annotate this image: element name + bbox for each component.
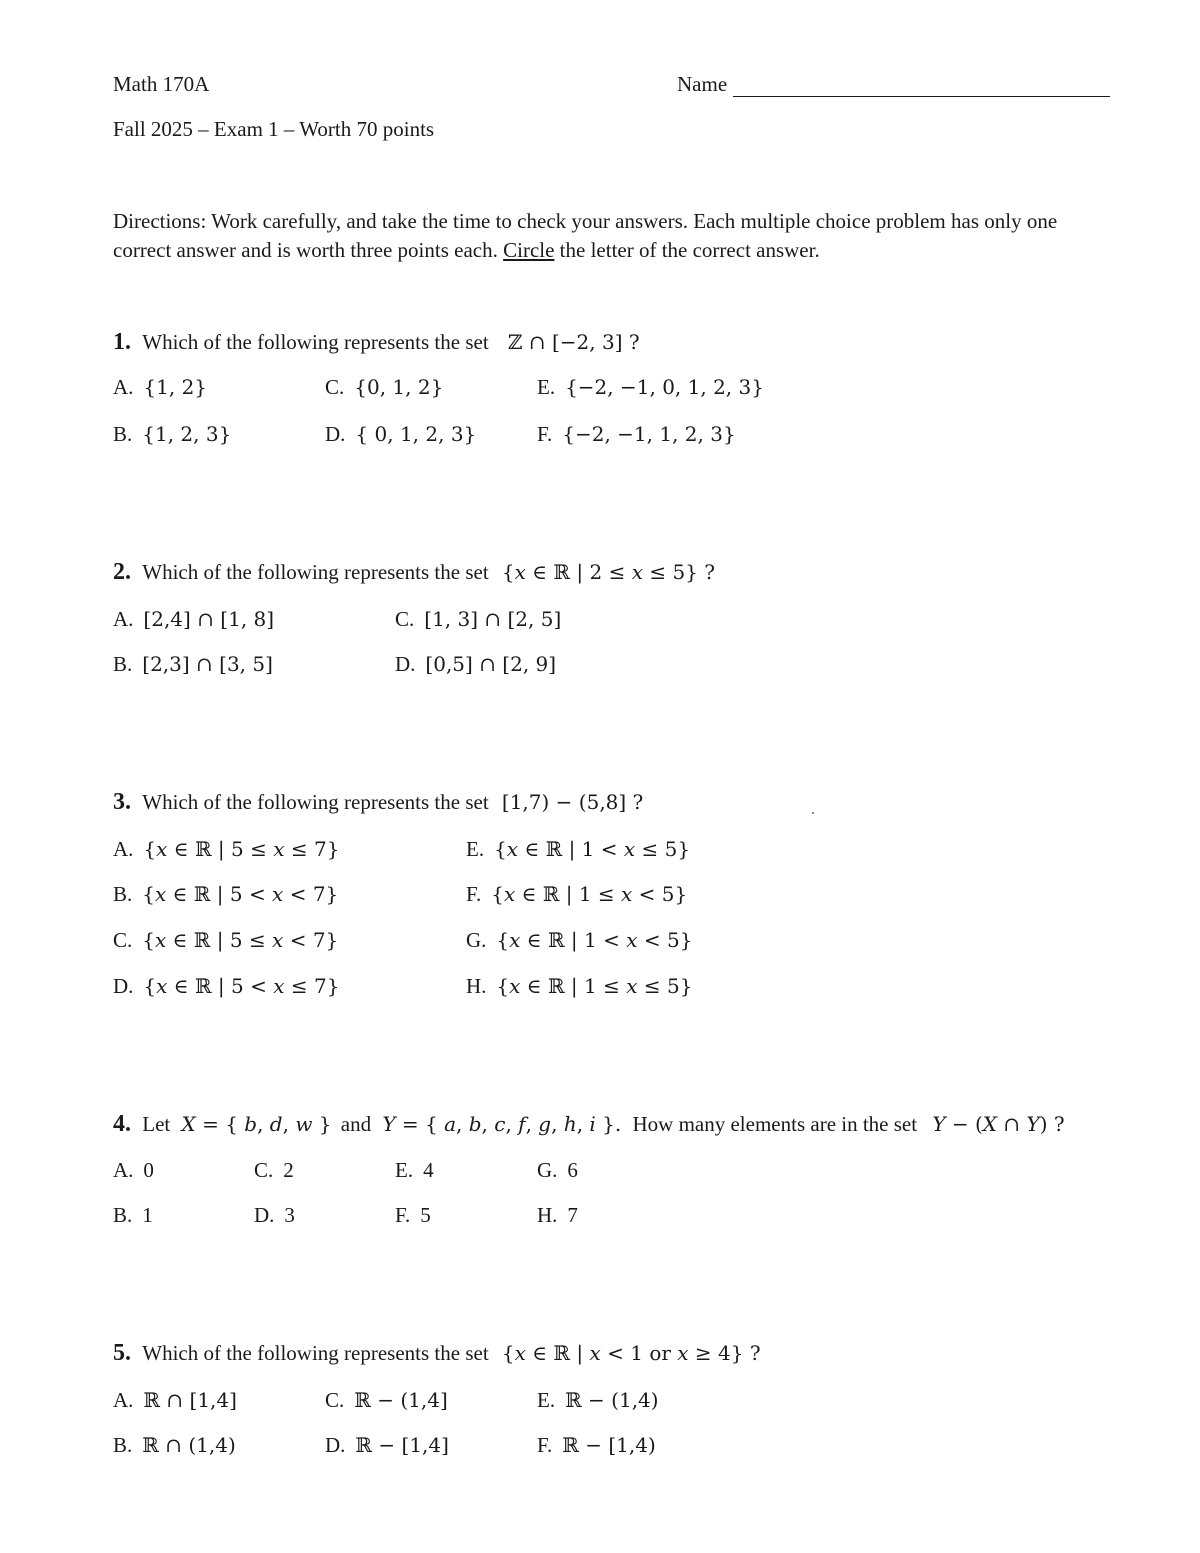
option-value: {𝑥 ∈ ℝ | 1 < 𝑥 ≤ 5} — [494, 837, 691, 861]
question-3 — [113, 789, 643, 816]
question-text-how: How many elements are in the set — [632, 1112, 918, 1136]
option-letter: A. — [113, 1388, 134, 1412]
option-letter: F. — [466, 882, 482, 906]
option-value: ℝ − [1,4] — [355, 1433, 449, 1457]
option-5d[interactable] — [325, 1433, 449, 1458]
option-4b[interactable] — [113, 1203, 153, 1228]
question-1 — [113, 329, 640, 356]
option-5e[interactable] — [537, 1388, 659, 1413]
option-value: ℝ − (1,4) — [565, 1388, 659, 1412]
option-3c[interactable] — [113, 928, 338, 953]
option-letter: A. — [113, 837, 134, 861]
option-value: {𝑥 ∈ ℝ | 5 < 𝑥 ≤ 7} — [143, 974, 340, 998]
option-1b[interactable] — [113, 422, 231, 447]
option-value: {−2, −1, 0, 1, 2, 3} — [565, 375, 764, 399]
option-4h[interactable] — [537, 1203, 578, 1228]
option-letter: D. — [325, 1433, 346, 1457]
option-value: 3 — [284, 1203, 295, 1227]
option-letter: D. — [254, 1203, 275, 1227]
option-letter: C. — [254, 1158, 274, 1182]
option-value: [1, 3] ∩ [2, 5] — [424, 607, 562, 631]
option-2c[interactable] — [395, 607, 561, 632]
directions — [113, 207, 1113, 265]
option-value: 0 — [143, 1158, 154, 1182]
directions-text-1: Directions: Work carefully, and take the time to check your answers. Each multiple choice problem has only one correct answer and is worth three points each. — [113, 209, 1058, 262]
exam-subtitle: Fall 2025 – Exam 1 – Worth 70 points — [113, 117, 435, 141]
option-value: 1 — [142, 1203, 153, 1227]
question-text: Which of the following represents the set — [142, 330, 489, 354]
question-text: Which of the following represents the set — [142, 790, 489, 814]
option-1c[interactable] — [325, 375, 443, 400]
option-letter: H. — [466, 974, 487, 998]
option-value: 2 — [283, 1158, 294, 1182]
option-4a[interactable] — [113, 1158, 154, 1183]
option-4d[interactable] — [254, 1203, 295, 1228]
option-letter: C. — [325, 1388, 345, 1412]
course-title: Math 170A — [113, 72, 210, 96]
question-text: Which of the following represents the set — [142, 1341, 489, 1365]
option-4g[interactable] — [537, 1158, 578, 1183]
question-math: 𝑌 − (𝑋 ∩ 𝑌) ? — [932, 1112, 1065, 1136]
option-value: [2,4] ∩ [1, 8] — [143, 607, 275, 631]
option-letter: D. — [325, 422, 346, 446]
option-value: [0,5] ∩ [2, 9] — [425, 652, 557, 676]
option-value: {𝑥 ∈ ℝ | 5 ≤ 𝑥 ≤ 7} — [143, 837, 340, 861]
option-value: ℝ − [1,4) — [562, 1433, 656, 1457]
option-letter: F. — [537, 1433, 553, 1457]
question-number: 1. — [113, 329, 131, 355]
question-4 — [113, 1111, 1065, 1138]
question-5 — [113, 1340, 761, 1367]
option-value: {1, 2} — [143, 375, 208, 399]
directions-circle-word: Circle — [503, 238, 555, 262]
option-letter: E. — [466, 837, 485, 861]
option-5f[interactable] — [537, 1433, 656, 1458]
option-letter: G. — [537, 1158, 558, 1182]
question-math: [1,7) − (5,8] ? — [501, 790, 644, 814]
option-3f[interactable] — [466, 882, 687, 907]
question-text: Which of the following represents the set — [142, 560, 489, 584]
directions-text-2: the letter of the correct answer. — [554, 238, 820, 262]
option-2a[interactable] — [113, 607, 274, 632]
option-1d[interactable] — [325, 422, 476, 447]
question-text-let: Let — [142, 1112, 171, 1136]
option-value: {1, 2, 3} — [142, 422, 232, 446]
option-letter: A. — [113, 375, 134, 399]
option-letter: B. — [113, 1433, 133, 1457]
option-letter: D. — [113, 974, 134, 998]
option-3a[interactable] — [113, 837, 339, 862]
option-letter: B. — [113, 652, 133, 676]
option-3g[interactable] — [466, 928, 692, 953]
option-letter: A. — [113, 607, 134, 631]
option-letter: B. — [113, 1203, 133, 1227]
option-value: 7 — [567, 1203, 578, 1227]
option-value: {𝑥 ∈ ℝ | 1 ≤ 𝑥 ≤ 5} — [496, 974, 693, 998]
option-value: {𝑥 ∈ ℝ | 1 < 𝑥 < 5} — [496, 928, 693, 952]
option-1a[interactable] — [113, 375, 207, 400]
option-value: 4 — [423, 1158, 434, 1182]
option-value: {0, 1, 2} — [354, 375, 444, 399]
option-letter: G. — [466, 928, 487, 952]
option-letter: B. — [113, 422, 133, 446]
option-value: ℝ − (1,4] — [354, 1388, 448, 1412]
question-math: {𝑥 ∈ ℝ | 2 ≤ 𝑥 ≤ 5} ? — [501, 560, 715, 584]
option-5a[interactable] — [113, 1388, 237, 1413]
option-letter: B. — [113, 882, 133, 906]
option-5c[interactable] — [325, 1388, 448, 1413]
option-5b[interactable] — [113, 1433, 236, 1458]
option-2b[interactable] — [113, 652, 273, 677]
option-value: {𝑥 ∈ ℝ | 5 < 𝑥 < 7} — [142, 882, 339, 906]
question-2 — [113, 559, 715, 586]
option-letter: C. — [113, 928, 133, 952]
option-letter: F. — [395, 1203, 411, 1227]
question-number: 4. — [113, 1111, 131, 1137]
option-3b[interactable] — [113, 882, 338, 907]
question-math: {𝑥 ∈ ℝ | 𝑥 < 1 or 𝑥 ≥ 4} ? — [501, 1341, 761, 1365]
option-3d[interactable] — [113, 974, 339, 999]
option-letter: E. — [395, 1158, 414, 1182]
option-4e[interactable] — [395, 1158, 434, 1183]
question-math-y: 𝑌 = { 𝑎, 𝑏, 𝑐, 𝑓, 𝑔, ℎ, 𝑖 }. — [382, 1112, 622, 1136]
name-label: Name — [677, 72, 728, 96]
option-value: 6 — [567, 1158, 578, 1182]
question-number: 2. — [113, 559, 131, 585]
option-letter: E. — [537, 375, 556, 399]
option-letter: C. — [395, 607, 415, 631]
option-4f[interactable] — [395, 1203, 431, 1228]
option-4c[interactable] — [254, 1158, 294, 1183]
option-letter: E. — [537, 1388, 556, 1412]
question-number: 5. — [113, 1340, 131, 1366]
option-letter: C. — [325, 375, 345, 399]
option-value: ℝ ∩ (1,4) — [142, 1433, 236, 1457]
option-1e[interactable] — [537, 375, 764, 400]
option-value: ℝ ∩ [1,4] — [143, 1388, 237, 1412]
question-math-x: 𝑋 = { 𝑏, 𝑑, 𝑤 } — [181, 1112, 332, 1136]
option-value: 5 — [420, 1203, 431, 1227]
option-letter: A. — [113, 1158, 134, 1182]
option-letter: D. — [395, 652, 416, 676]
name-field-line[interactable] — [733, 96, 1110, 97]
question-text-and: and — [340, 1112, 372, 1136]
stray-mark — [812, 812, 814, 814]
option-2d[interactable] — [395, 652, 556, 677]
option-3e[interactable] — [466, 837, 690, 862]
option-3h[interactable] — [466, 974, 692, 999]
option-value: {𝑥 ∈ ℝ | 1 ≤ 𝑥 < 5} — [491, 882, 688, 906]
option-value: { 0, 1, 2, 3} — [355, 422, 477, 446]
option-value: {𝑥 ∈ ℝ | 5 ≤ 𝑥 < 7} — [142, 928, 339, 952]
question-math: ℤ ∩ [−2, 3] ? — [507, 330, 640, 354]
option-letter: F. — [537, 422, 553, 446]
option-1f[interactable] — [537, 422, 736, 447]
option-letter: H. — [537, 1203, 558, 1227]
option-value: [2,3] ∩ [3, 5] — [142, 652, 273, 676]
question-number: 3. — [113, 789, 131, 815]
option-value: {−2, −1, 1, 2, 3} — [562, 422, 736, 446]
